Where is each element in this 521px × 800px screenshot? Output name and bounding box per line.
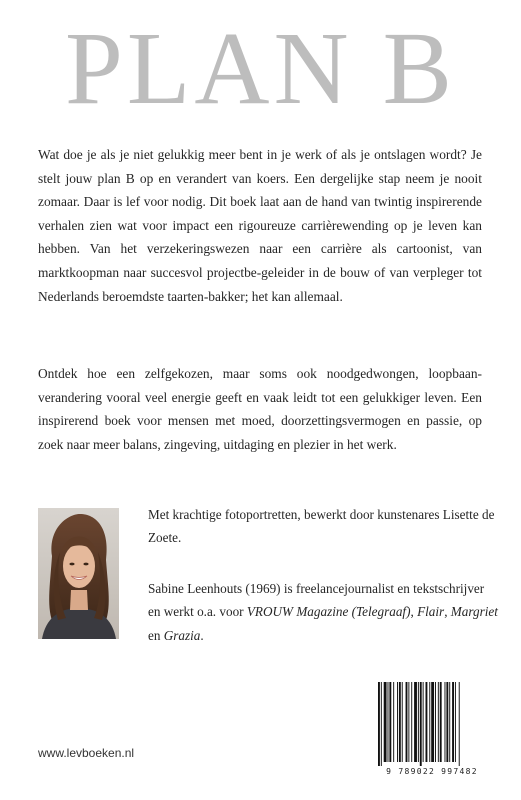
barcode-bar	[438, 682, 439, 762]
barcode-bar	[426, 682, 428, 762]
barcode-bar	[414, 682, 417, 762]
barcode-bar	[440, 682, 442, 762]
barcode-bar	[446, 682, 448, 762]
bio-end: .	[200, 627, 204, 643]
author-portrait	[38, 508, 119, 639]
author-portrait-image	[38, 508, 119, 639]
barcode-bar	[402, 682, 403, 762]
barcode-bar	[455, 682, 456, 762]
isbn-digits: 9 789022 997482	[386, 767, 478, 776]
bio-separator: ,	[444, 604, 451, 620]
barcode-bar	[381, 682, 382, 766]
barcode-bar	[431, 682, 434, 762]
barcode-bar	[452, 682, 454, 762]
publication-margriet: Margriet	[450, 604, 498, 620]
barcode-bar	[420, 682, 422, 766]
barcode-bar	[393, 682, 394, 762]
barcode-bar	[459, 682, 460, 766]
publication-flair: Flair	[417, 604, 445, 620]
author-bio	[148, 577, 498, 647]
barcode-bar	[429, 682, 430, 762]
isbn-barcode	[376, 682, 488, 766]
barcode-bar	[384, 682, 387, 762]
barcode-bar	[411, 682, 412, 762]
barcode-bar	[423, 682, 424, 762]
barcode-bar	[445, 682, 446, 762]
barcode-bar	[399, 682, 401, 762]
barcode-bar	[418, 682, 419, 762]
barcode-bar	[406, 682, 408, 762]
blurb-paragraph-2: Ontdek hoe een zelfgekozen, maar soms ook noodgedwongen, loopbaan-verandering vooral veel energie geeft en vaak leidt tot een gelukkiger leven. Een inspirerend boek voor mensen met moed, doorzettingsvermogen en passie, op zoek naar meer balans, zingeving, uitdaging en plezier in het werk.	[38, 366, 482, 452]
blurb-paragraph-1: Wat doe je als je niet gelukkig meer bent in je werk of als je ontslagen wordt? Je stelt jouw plan B op en verandert van koers. Een dergelijke stap neem je nooit zomaar. Daar is lef voor nodig. Dit boek laat aan de hand van twintig inspirerende verhalen zien wat voor impact een rigoureuze carrièrewending op je leven kan hebben. Van het verzekeringswezen naar een carrière als cartoonist, van marktkoopman naar succesvol projectbe-geleider in de bouw of van verpleger tot Nederlands beroemdste taarten-bakker; het kan allemaal.	[38, 147, 482, 304]
barcode-bar	[397, 682, 398, 762]
book-title: PLAN B	[65, 11, 456, 126]
barcode-bar	[435, 682, 436, 762]
barcode-bar	[389, 682, 391, 762]
bio-separator: en	[148, 627, 164, 643]
author-bio-intro: Sabine Leenhouts (1969) is freelancejournalist en tekstschrijver en werkt o.a. voor	[148, 581, 485, 620]
bio-separator: ,	[410, 604, 418, 620]
barcode-bar	[378, 682, 380, 766]
barcode-bar	[449, 682, 450, 762]
photo-credit: Met krachtige fotoportretten, bewerkt door kunstenares Lisette de Zoete.	[148, 507, 495, 546]
publication-vrouw: VROUW Magazine (Telegraaf)	[246, 604, 411, 620]
barcode-bar	[388, 682, 389, 762]
barcode-bar	[408, 682, 409, 762]
publisher-website: www.levboeken.nl	[38, 746, 135, 760]
publication-grazia: Grazia	[163, 627, 201, 643]
